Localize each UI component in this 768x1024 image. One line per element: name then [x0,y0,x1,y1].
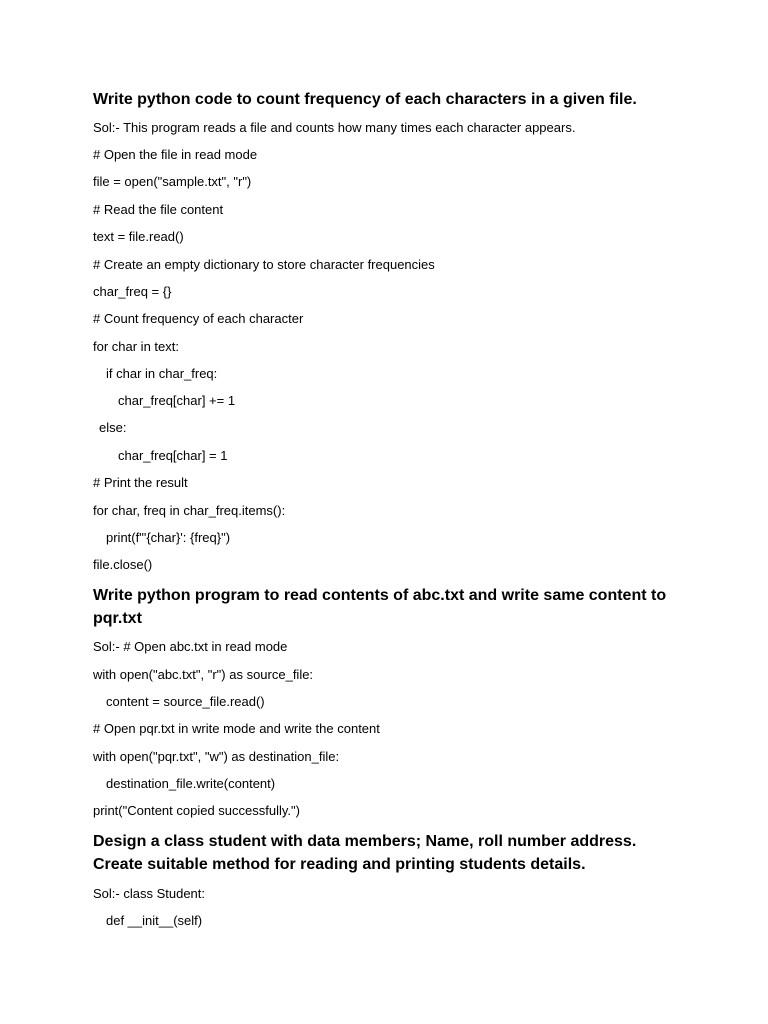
section-2-line-6: destination_file.write(content) [106,776,276,791]
section-1-line-4: # Read the file content [93,202,224,217]
section-2-line-5: with open("pqr.txt", "w") as destination_file: [93,749,340,764]
section-1-line-2: # Open the file in read mode [93,147,258,162]
section-1-line-3: file = open("sample.txt", "r") [93,174,252,189]
section-3-line-2: def __init__(self) [106,913,203,928]
section-1-line-15: for char, freq in char_freq.items(): [93,503,286,518]
section-2-line-4: # Open pqr.txt in write mode and write the content [93,721,380,736]
section-1-line-6: # Create an empty dictionary to store character frequencies [93,257,435,272]
section-1-line-11: char_freq[char] += 1 [118,393,236,408]
section-1-line-8: # Count frequency of each character [93,311,304,326]
section-1-line-16: print(f"'{char}': {freq}") [106,530,231,545]
section-2-line-7: print("Content copied successfully.") [93,803,300,818]
section-1-line-14: # Print the result [93,475,188,490]
section-1-line-12: else: [99,420,127,435]
section-1-line-10: if char in char_freq: [106,366,218,381]
section-1-line-9: for char in text: [93,339,179,354]
section-2-line-1: Sol:- # Open abc.txt in read mode [93,639,288,654]
section-1-line-5: text = file.read() [93,229,184,244]
section-3-heading: Design a class student with data members; Name, roll number address. Create suitable method for reading and printing students details. [93,833,637,873]
section-2-heading: Write python program to read contents of abc.txt and write same content to pqr.txt [93,587,667,627]
section-3-line-1: Sol:- class Student: [93,886,205,901]
section-1-line-1: Sol:- This program reads a file and counts how many times each character appears. [93,120,576,135]
section-1-line-13: char_freq[char] = 1 [118,448,228,463]
section-2-line-2: with open("abc.txt", "r") as source_file: [93,667,314,682]
section-1-line-17: file.close() [93,557,153,572]
section-2-line-3: content = source_file.read() [106,694,265,709]
section-1-heading: Write python code to count frequency of each characters in a given file. [93,91,637,108]
section-1-line-7: char_freq = {} [93,284,172,299]
